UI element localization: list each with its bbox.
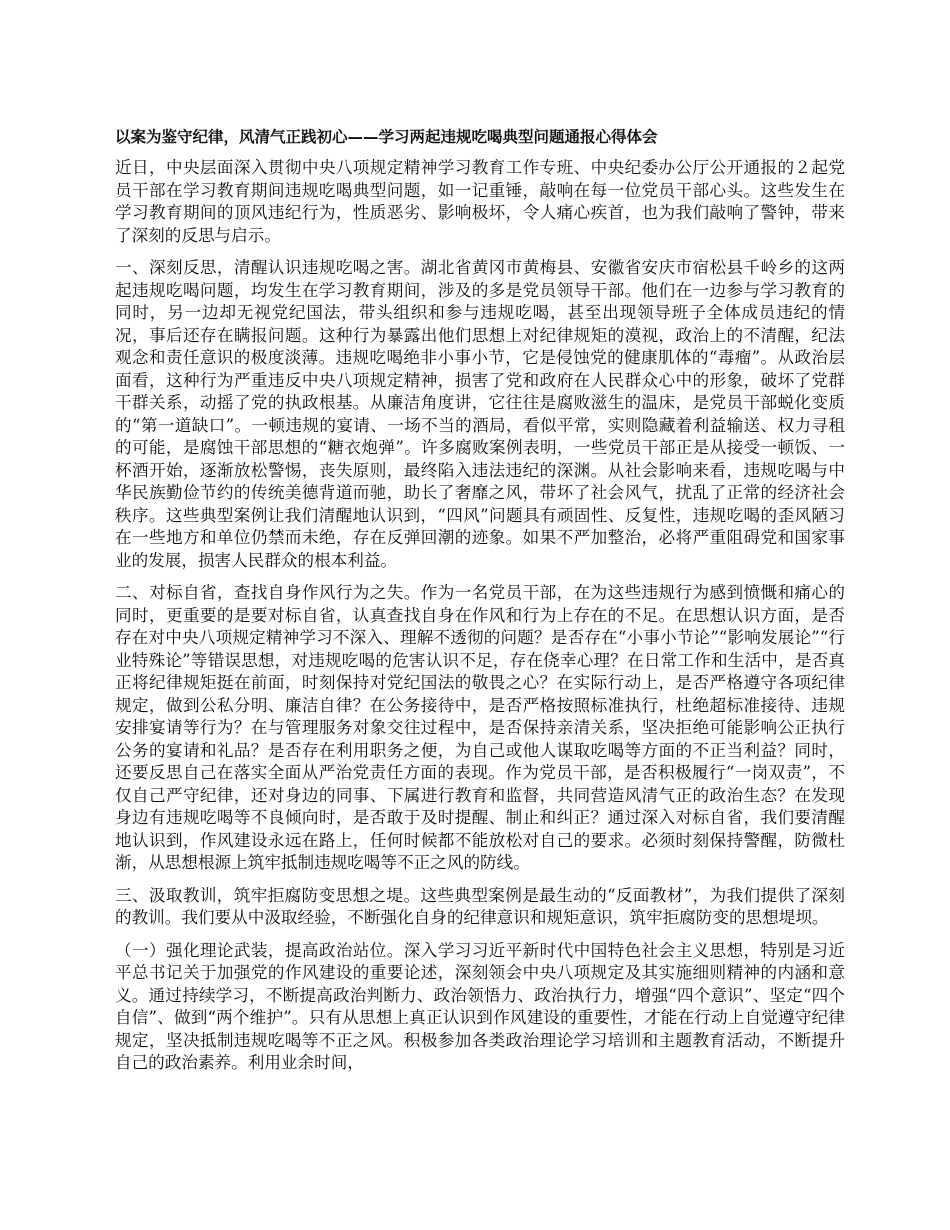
document-body bbox=[115, 157, 845, 1085]
paragraph-subsection-1: （一）强化理论武装，提高政治站位。深入学习习近平新时代中国特色社会主义思想，特别是习近平总书记关于加强党的作风建设的重要论述，深刻领会中央八项规定及其实施细则精神的内涵和意义。通过持续学习，不断提高政治判断力、政治领悟力、政治执行力，增强“四个意识”、坚定“四个自信”、做到“两个维护”。只有从思想上真正认识到作风建设的重要性，才能在行动上自觉遵守纪律规定，坚决抵制违规吃喝等不正之风。积极参加各类政治理论学习培训和主题教育活动，不断提升自己的政治素养。利用业余时间， bbox=[115, 940, 845, 1072]
paragraph-section-1: 一、深刻反思，清醒认识违规吃喝之害。湖北省黄冈市黄梅县、安徽省安庆市宿松县千岭乡的这两起违规吃喝问题，均发生在学习教育期间，涉及的多是党员领导干部。他们在一边参与学习教育的同时，另一边却无视党纪国法，带头组织和参与违规吃喝，甚至出现领导班子全体成员违纪的情况，事后还存在瞒报问题。这种行为暴露出他们思想上对纪律规矩的漠视，政治上的不清醒，纪法观念和责任意识的极度淡薄。违规吃喝绝非小事小节，它是侵蚀党的健康肌体的“毒瘤”。从政治层面看，这种行为严重违反中央八项规定精神，损害了党和政府在人民群众心中的形象，破坏了党群干群关系，动摇了党的执政根基。从廉洁角度讲，它往往是腐败滋生的温床，是党员干部蜕化变质的“第一道缺口”。一顿违规的宴请、一场不当的酒局，看似平常，实则隐藏着利益输送、权力寻租的可能，是腐蚀干部思想的“糖衣炮弹”。许多腐败案例表明，一些党员干部正是从接受一顿饭、一杯酒开始，逐渐放松警惕，丧失原则，最终陷入违法违纪的深渊。从社会影响来看，违规吃喝与中华民族勤俭节约的传统美德背道而驰，助长了奢靡之风，带坏了社会风气，扰乱了正常的经济社会秩序。这些典型案例让我们清醒地认识到，“四风”问题具有顽固性、反复性，违规吃喝的歪风陋习在一些地方和单位仍禁而未绝，存在反弹回潮的迹象。如果不严加整治，必将严重阻碍党和国家事业的发展，损害人民群众的根本利益。 bbox=[115, 258, 845, 570]
paragraph-section-2: 二、对标自省，查找自身作风行为之失。作为一名党员干部，在为这些违规行为感到愤慨和痛心的同时，更重要的是要对标自省，认真查找自身在作风和行为上存在的不足。在思想认识方面，是否存在对中央八项规定精神学习不深入、理解不透彻的问题？是否存在“小事小节论”“影响发展论”“行业特殊论”等错误思想，对违规吃喝的危害认识不足，存在侥幸心理？在日常工作和生活中，是否真正将纪律规矩挺在前面，时刻保持对党纪国法的敬畏之心？在实际行动上，是否严格遵守各项纪律规定，做到公私分明、廉洁自律？在公务接待中，是否严格按照标准执行，杜绝超标准接待、违规安排宴请等行为？在与管理服务对象交往过程中，是否保持亲清关系，坚决拒绝可能影响公正执行公务的宴请和礼品？是否存在利用职务之便，为自己或他人谋取吃喝等方面的不正当利益？同时，还要反思自己在落实全面从严治党责任方面的表现。作为党员干部，是否积极履行“一岗双责”，不仅自己严守纪律，还对身边的同事、下属进行教育和监督，共同营造风清气正的政治生态？在发现身边有违规吃喝等不良倾向时，是否敢于及时提醒、制止和纠正？通过深入对标自省，我们要清醒地认识到，作风建设永远在路上，任何时候都不能放松对自己的要求。必须时刻保持警醒，防微杜渐，从思想根源上筑牢抵制违规吃喝等不正之风的防线。 bbox=[115, 583, 845, 872]
document-title: 以案为鉴守纪律，风清气正践初心——学习两起违规吃喝典型问题通报心得体会 bbox=[115, 128, 658, 146]
paragraph-section-3: 三、汲取教训，筑牢拒腐防变思想之堤。这些典型案例是最生动的“反面教材”，为我们提供了深刻的教训。我们要从中汲取经验，不断强化自身的纪律意识和规矩意识，筑牢拒腐防变的思想堤坝。 bbox=[115, 885, 845, 927]
paragraph-intro: 近日，中央层面深入贯彻中央八项规定精神学习教育工作专班、中央纪委办公厅公开通报的２起党员干部在学习教育期间违规吃喝典型问题，如一记重锤，敲响在每一位党员干部心头。这些发生在学习教育期间的顶风违纪行为，性质恶劣、影响极坏，令人痛心疾首，也为我们敲响了警钟，带来了深刻的反思与启示。 bbox=[115, 158, 845, 245]
